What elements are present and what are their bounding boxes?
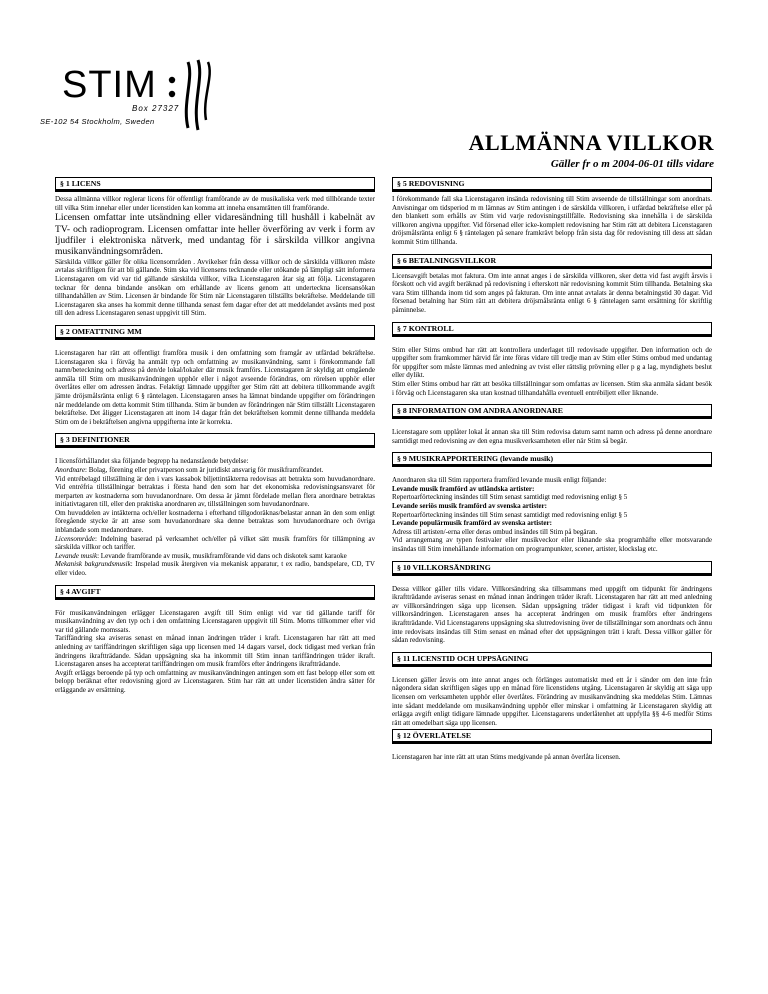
section-3-definitioner <box>55 433 375 577</box>
section-8-information <box>392 404 712 445</box>
paragraph: Vid entrébelagd tillställning är den i vars kassabok biljettintäkterna redovisas att betrakta som huvudanordnare. Vid entréfria tillställningar betraktas i första hand den som har det ekonomiska redovisningsansvaret för merparten av kostnaderna som huvudanordnare. Om dessa är jämnt fördelade mellan flera anordnare betraktas initiativtagaren till, eller den praktiska anordnaren av, tillställningen som huvudanordnare. <box>55 474 375 509</box>
paragraph: Dessa allmänna villkor reglerar licens för offentligt framförande av de musikaliska verk med tillhörande texter till vilka Stim innehar eller under licenstiden kan komma att inneha ensamrätten till framförande. <box>55 195 375 212</box>
paragraph: Stim eller Stims ombud har rätt att besöka tillställningar som omfattas av licensen. Stim ska anmäla sådant besök i förväg och Licenstagaren ska utan kostnad tillhandahålla eventuell entrébiljett eller liknande. <box>392 379 712 397</box>
section-10-villkorsandring <box>392 561 712 645</box>
logo-postal-address: SE-102 54 Stockholm, Sweden <box>40 117 155 126</box>
logo-wordmark: STIM <box>62 64 157 106</box>
section-heading: § 3 DEFINITIONER <box>55 433 375 448</box>
definition: Levande musik: Levande framförande av musik, musikframförande vid dans och diskotek samt karaoke <box>55 551 347 560</box>
section-12-overlatelse <box>392 729 712 762</box>
paragraph: För musikanvändningen erlägger Licenstagaren avgift till Stim enligt vid var tid gällande tariff för musikanvändning av den typ och i den omfattning Licenstagaren uppgivit till Stim. Moms tillkommer efter vid var tid gällande momssats. <box>55 608 375 634</box>
logo-box-address: Box 27327 <box>132 104 180 113</box>
paragraph: Särskilda villkor gäller för olika licensområden . Avvikelser från dessa villkor och de särskilda villkoren måste avtalas skriftligen för att bli gällande. Stim ska vid licensens tecknande eller utökande på lämpligt sätt informera Licenstagaren om vid var tid gällande särskilda villkor, vilka Licenstagaren åtar sig att följa. Licenstagaren tecknar för denna bindande ansökan om erhållande av licens genom att underteckna licensansökan tillhandahållen av Stim. Licensen är bindande för Stim när Licenstagaren tillställts bekräftelse. Meddelande till Licenstagaren ska anses ha kommit denne tillhanda senast fem dagar efter det att meddelandet avsänts med post till den adress Licenstagaren senast uppgivit till Stim. <box>55 257 375 318</box>
section-heading: § 12 ÖVERLÅTELSE <box>392 729 712 744</box>
section-heading: § 4 AVGIFT <box>55 585 375 600</box>
paragraph: Avgift erläggs beroende på typ och omfattning av musikanvändningen antingen som ett fast belopp eller som ett belopp beräknat efter redovisning gjord av Licenstagaren. Stim har rätt att under licenstiden ändra sätter för erläggande av ersättning. <box>55 668 375 694</box>
paragraph: Licensavgift betalas mot faktura. Om inte annat anges i de särskilda villkoren, sker detta vid fast avgift årsvis i förskott och vid avgift beräknad på redovisning i efterskott när redovisning kommit Stim tillhanda. Betalning ska vara Stim tillhanda inom tid som anges på fakturan. Om inte annat avtalats är denna betalningstid 30 dagar. Vid försenad betalning har Stim rätt att debitera dröjsmålsränta enligt 6 § räntelagen samt ersättning för skriftlig påminnelse. <box>392 271 712 314</box>
section-heading: § 1 LICENS <box>55 177 375 192</box>
subheading: Levande populärmusik framförd av svenska artister: <box>392 519 552 528</box>
paragraph: Licenstagaren har inte rätt att utan Stims medgivande på annan överlåta licensen. <box>392 753 621 762</box>
section-4-avgift <box>55 585 375 695</box>
section-heading: § 9 MUSIKRAPPORTERING (levande musik) <box>392 452 712 467</box>
term: Licensområde <box>55 534 95 543</box>
section-2-omfattning <box>55 325 375 426</box>
section-heading: § 10 VILLKORSÄNDRING <box>392 561 712 576</box>
page-subtitle: Gäller fr o m 2004-06-01 tills vidare <box>550 158 714 170</box>
section-1-licens <box>55 177 375 318</box>
term: Anordnare <box>55 465 86 474</box>
paragraph: I licensförhållandet ska följande begrepp ha nedanstående betydelse: <box>55 457 249 466</box>
paragraph: Stim eller Stims ombud har rätt att kontrollera underlaget till redovisade uppgifter. Den information och de uppgifter som framkommer härvid får inte föras vidare till tredje man av Stim eller Stims ombud med undantag för uppgifter som måste lämnas med anledning av tvist eller rättslig prövning eller p g a lag, myndighets beslut eller dylikt. <box>392 345 712 380</box>
section-7-kontroll <box>392 322 712 398</box>
page-title: ALLMÄNNA VILLKOR <box>468 130 714 155</box>
paragraph: Licensen gäller årsvis om inte annat anges och förlänges automatiskt med ett år i sänder om den inte från någondera sidan skriftligen säges upp en månad före licenstidens utgång. Licenstagaren är skyldig att säga upp licensen om verksamheten upphör eller överlåtes. Förändring av musikanvändning ska meddelas Stim. Lämnas inte sådant meddelande om musikanvändning upphör eller minskar i omfattning är Licenstagaren skyldig att erlägga avgift enligt tidigare lämnade uppgifter. Licenstagarens underlåtenhet att uppfylla §§ 4-6 medför Stims rätt att omedelbart säga upp licensen. <box>392 675 712 727</box>
paragraph: Repertoarförteckning insändes till Stim senast samtidigt med redovisning enligt § 5 <box>392 510 628 519</box>
term: Levande musik <box>55 551 98 560</box>
paragraph: I förekommande fall ska Licenstagaren insända redovisning till Stim avseende de tillställningar som anordnats. Anvisningar om tidsperiod m m lämnas av Stim antingen i de särskilda villkoren, i utfärdad bekräftelse eller på den blankett som erhålls av Stim vid varje redovisningstillfälle. Redovisning ska innehålla i de särskilda villkoren angivna uppgifter. Vid försenad eller icke-komplett redovisning har Stim rätt att debitera Licenstagaren dröjsmålsränta enligt 6 § räntelagen på senare framkrävt belopp från sista dag för redovisning till dess att sådan kommit Stim tillhanda. <box>392 195 712 246</box>
section-heading: § 2 OMFATTNING MM <box>55 325 375 340</box>
section-5-redovisning <box>392 177 712 247</box>
paragraph: Vid arrangemang av typen festivaler eller musikveckor eller liknande ska programhäfte eller motsvarande insändas till Stim innehållande information om programpunkter, scener, artister, klockslag etc. <box>392 536 712 554</box>
stim-logo <box>40 56 228 136</box>
definition: Anordnare: Bolag, förening eller privatperson som är juridiskt ansvarig för musikframförandet. <box>55 465 324 474</box>
section-11-licenstid <box>392 652 712 728</box>
section-heading: § 8 INFORMATION OM ANDRA ANORDNARE <box>392 404 712 419</box>
paragraph: Anordnaren ska till Stim rapportera framförd levande musik enligt följande: <box>392 476 607 485</box>
section-heading: § 6 BETALNINGSVILLKOR <box>392 254 712 269</box>
term: Mekanisk bakgrundsmusik <box>55 560 131 569</box>
left-column <box>55 177 375 702</box>
paragraph-emphasis: Licensen omfattar inte utsändning eller vidaresändning till hushåll i kabelnät av TV- och radioprogram. Licensen omfattar inte heller överföring av verk i form av ljudfiler i elektroniska nätverk, med undantag för i särskilda villkor angivna musikanvändningsområden. <box>55 212 375 258</box>
section-heading: § 5 REDOVISNING <box>392 177 712 192</box>
paragraph: Tariffändring ska aviseras senast en månad innan ändringen träder i kraft. Licenstagaren har rätt att med anledning av tariffändringen skriftligen säga upp licensen med 14 dagars varsel, dock tidigast med verkan från ändringens ikraftträdande. Sådan uppsägning ska ha inkommit till Stim innan tariffändringen träder ikraft. Licenstagaren anses ha accepterat tariffändringen om musik framförs efter ändringens ikraftträdande. <box>55 634 375 669</box>
right-column <box>392 177 712 769</box>
paragraph: Dessa villkor gäller tills vidare. Villkorsändring ska tillsammans med uppgift om tidpunkt för ändringens ikraftträdande aviseras senast en månad innan ändringen träder ikraft. Licenstagaren har rätt att med anledning av villkorsändringen säga upp licensen. Sådan uppsägning träder tidigast i kraft vid tidpunkten för villkorsändringen. Licenstagaren anses ha accepterat ändringen om musik framförs efter ändringens ikraftträdande. Vid Licenstagarens uppsägning ska slutredovisning över de tillställningar som anordnats och ännu inte redovisats insändas till Stim senast en månad efter det uppsägningen trätt i kraft. Dessa villkor gäller för sådan redovisning. <box>392 584 712 645</box>
definition: Licensområde: Indelning baserad på verksamhet och/eller på vilket sätt musik framförs för tillämpning av särskilda villkor och tariffer. <box>55 534 375 552</box>
paragraph: Licenstagaren har rätt att offentligt framföra musik i den omfattning som framgår av utfärdad bekräftelse. Licenstagaren ska i förväg ha anmält typ och omfattning av musikanvändning, samt i förekommande fall namn/beteckning och adress på den/de lokal/lokaler där musik framförs. Licenstagaren är skyldig att omgående anmäla till Stim om musikanvändningen upphör eller i något avseende förändras, om rörelsen upphör eller överlåtes eller om adressen ändras. Felaktigt lämnade uppgifter ger Stim rätt att debitera tillkommande avgift jämte dröjsmålsränta enligt 6 § räntelagen. Licenstagaren anses ha lämnat bindande uppgifter om förändringen när meddelande om detta kommit Stim tillhanda. Stim är bunden av förändringen när Stim tillställt Licenstagaren bekräftelse. Det åligger Licenstagaren att inom 14 dagar från det bekräftelsen kommit denne tillhanda meddela Stim om de i bekräftelsen angivna uppgifterna inte är korrekta. <box>55 348 375 426</box>
subheading: Levande seriös musik framförd av svenska artister: <box>392 502 548 511</box>
section-9-musikrapportering <box>392 452 712 553</box>
section-6-betalningsvillkor <box>392 254 712 315</box>
section-heading: § 7 KONTROLL <box>392 322 712 337</box>
logo-mark-icon <box>166 58 226 133</box>
paragraph: Repertoarförteckning insändes till Stim senast samtidigt med redovisning enligt § 5 <box>392 493 628 502</box>
paragraph: Licenstagare som upplåter lokal åt annan ska till Stim redovisa datum samt namn och adress på denne anordnare samtidigt med redovisning av den egna musikverksamheten eller när Stim så begär. <box>392 428 712 445</box>
paragraph: Om huvuddelen av intäkterna och/eller kostnaderna i efterhand tillgodoräknas/belastar annan än den som enligt föregående stycke är att anse som huvudanordnare ska denne betraktas som huvudanordnare och övriga inblandade som medanordnare. <box>55 508 375 535</box>
definition: Mekanisk bakgrundsmusik: Inspelad musik återgiven via mekanisk apparatur, t ex radio, bandspelare, CD, TV eller video. <box>55 560 375 578</box>
paragraph: Adress till artisten/-erna eller deras ombud insändes till Stim på begäran. <box>392 527 598 536</box>
section-heading: § 11 LICENSTID OCH UPPSÄGNING <box>392 652 712 667</box>
subheading: Levande musik framförd av utländska artister: <box>392 484 535 493</box>
